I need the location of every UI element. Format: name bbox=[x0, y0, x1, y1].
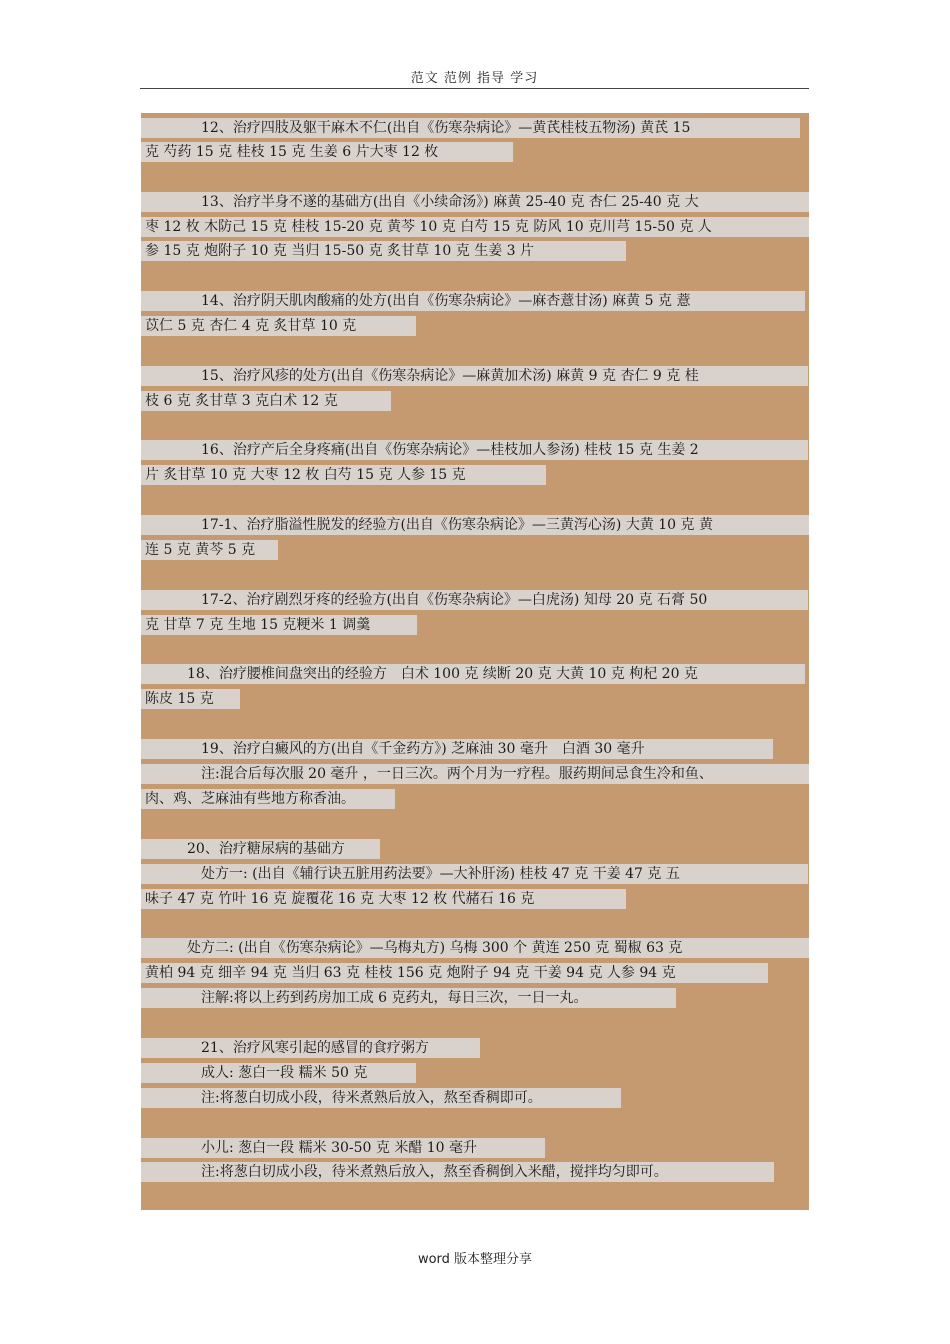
text-line: 19、治疗白癜风的方(出自《千金药方》) 芝麻油 30 毫升 白酒 30 毫升 bbox=[141, 739, 773, 759]
text-line: 肉、鸡、芝麻油有些地方称香油。 bbox=[141, 789, 395, 809]
page-footer: word 版本整理分享 bbox=[417, 1252, 533, 1267]
text-line: 黄柏 94 克 细辛 94 克 当归 63 克 桂枝 156 克 炮附子 94 克 干姜 94 克 人参 94 克 bbox=[141, 963, 768, 983]
text-line: 参 15 克 炮附子 10 克 当归 15-50 克 炙甘草 10 克 生姜 3 片 bbox=[141, 241, 626, 261]
text-line: 12、治疗四肢及躯干麻木不仁(出自《伤寒杂病论》—黄芪桂枝五物汤) 黄芪 15 bbox=[141, 118, 800, 138]
text-line: 21、治疗风寒引起的感冒的食疗粥方 bbox=[141, 1038, 480, 1058]
text-line: 16、治疗产后全身疼痛(出自《伤寒杂病论》—桂枝加人参汤) 桂枝 15 克 生姜 2 bbox=[141, 440, 808, 460]
text-line: 枣 12 枚 木防己 15 克 桂枝 15-20 克 黄芩 10 克 白芍 15 克 防风 10 克川芎 15-50 克 人 bbox=[141, 217, 809, 237]
text-line: 17-1、治疗脂溢性脱发的经验方(出自《伤寒杂病论》—三黄泻心汤) 大黄 10 克 黄 bbox=[141, 515, 809, 535]
text-line: 注:混合后每次服 20 毫升 ，一日三次。两个月为一疗程。服药期间忌食生冷和鱼、 bbox=[141, 764, 809, 784]
text-line: 成人: 葱白一段 糯米 50 克 bbox=[141, 1063, 416, 1083]
text-line: 注:将葱白切成小段，待米煮熟后放入，熬至香稠即可。 bbox=[141, 1088, 621, 1108]
text-line: 14、治疗阴天肌肉酸痛的处方(出自《伤寒杂病论》—麻杏薏甘汤) 麻黄 5 克 薏 bbox=[141, 291, 805, 311]
text-line: 连 5 克 黄芩 5 克 bbox=[141, 540, 278, 560]
text-line: 15、治疗风疹的处方(出自《伤寒杂病论》—麻黄加术汤) 麻黄 9 克 杏仁 9 克 桂 bbox=[141, 366, 808, 386]
text-line: 陈皮 15 克 bbox=[141, 689, 240, 709]
text-line: 处方一: (出自《辅行诀五脏用药法要》—大补肝汤) 桂枝 47 克 干姜 47 克 五 bbox=[141, 864, 808, 884]
text-line: 17-2、治疗剧烈牙疼的经验方(出自《伤寒杂病论》—白虎汤) 知母 20 克 石膏 50 bbox=[141, 590, 808, 610]
text-line: 味子 47 克 竹叶 16 克 旋覆花 16 克 大枣 12 枚 代赭石 16 克 bbox=[141, 889, 626, 909]
text-line: 注解:将以上药到药房加工成 6 克药丸，每日三次，一日一丸。 bbox=[141, 988, 676, 1008]
text-line: 枝 6 克 炙甘草 3 克白术 12 克 bbox=[141, 391, 391, 411]
page-header: 范文 范例 指导 学习 bbox=[140, 70, 809, 89]
document-body bbox=[141, 113, 809, 1210]
text-line: 片 炙甘草 10 克 大枣 12 枚 白芍 15 克 人参 15 克 bbox=[141, 465, 546, 485]
text-line: 20、治疗糖尿病的基础方 bbox=[141, 839, 380, 859]
text-line: 苡仁 5 克 杏仁 4 克 炙甘草 10 克 bbox=[141, 316, 416, 336]
text-line: 处方二: (出自《伤寒杂病论》—乌梅丸方) 乌梅 300 个 黄连 250 克 蜀椒 63 克 bbox=[141, 938, 809, 958]
text-line: 小儿: 葱白一段 糯米 30-50 克 米醋 10 毫升 bbox=[141, 1138, 545, 1158]
text-line: 注:将葱白切成小段，待米煮熟后放入，熬至香稠倒入米醋，搅拌均匀即可。 bbox=[141, 1162, 774, 1182]
text-line: 克 甘草 7 克 生地 15 克粳米 1 调羹 bbox=[141, 615, 417, 635]
text-line: 克 芍药 15 克 桂枝 15 克 生姜 6 片大枣 12 枚 bbox=[141, 142, 513, 162]
text-line: 13、治疗半身不遂的基础方(出自《小续命汤》) 麻黄 25-40 克 杏仁 25-40 克 大 bbox=[141, 192, 809, 212]
text-line: 18、治疗腰椎间盘突出的经验方 白术 100 克 续断 20 克 大黄 10 克 枸杞 20 克 bbox=[141, 664, 805, 684]
